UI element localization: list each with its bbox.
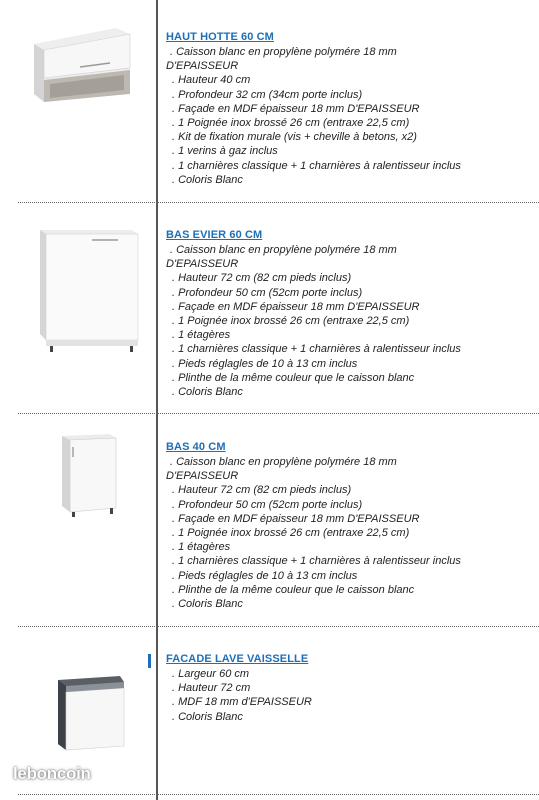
spec-line: . MDF 18 mm d'EPAISSEUR bbox=[172, 696, 312, 709]
spec-line: . Largeur 60 cm bbox=[172, 668, 250, 680]
spec-line: . Coloris Blanc bbox=[172, 386, 243, 399]
row-separator bbox=[18, 794, 539, 795]
spec-line: . 1 charnières classique + 1 charnières à ralentisseur inclus bbox=[172, 343, 461, 356]
row-separator bbox=[18, 413, 539, 414]
spec-line: D'EPAISSEUR bbox=[166, 60, 239, 73]
row-separator bbox=[18, 202, 539, 203]
product-image-cell bbox=[0, 652, 156, 762]
spec-line: . 1 charnières classique + 1 charnières à ralentisseur inclus bbox=[172, 159, 461, 172]
product-title: HAUT HOTTE 60 CM bbox=[166, 31, 274, 43]
spec-line: . Kit de fixation murale (vis + cheville à betons, x2) bbox=[172, 131, 417, 144]
spec-line: . Plinthe de la même couleur que le caisson blanc bbox=[172, 371, 415, 384]
column-divider bbox=[156, 0, 158, 800]
product-title: BAS EVIER 60 CM bbox=[166, 229, 263, 241]
spec-line: . Caisson blanc en propylène polymére 18 mm bbox=[170, 46, 397, 58]
spec-line: . Coloris Blanc bbox=[172, 173, 243, 186]
dishwasher-front-image bbox=[0, 652, 156, 762]
product-block bbox=[166, 440, 536, 611]
spec-line: . Caisson blanc en propylène polymére 18 mm bbox=[170, 244, 397, 256]
spec-line: . Profondeur 50 cm (52cm porte inclus) bbox=[172, 498, 363, 511]
spec-line: . 1 charnières classique + 1 charnières à ralentisseur inclus bbox=[172, 555, 461, 568]
spec-line: . Coloris Blanc bbox=[172, 710, 243, 723]
product-title: FACADE LAVE VAISSELLE bbox=[166, 653, 309, 665]
sink-base-cabinet-image bbox=[0, 222, 156, 352]
spec-line: D'EPAISSEUR bbox=[166, 470, 239, 483]
spec-line: . Coloris Blanc bbox=[172, 598, 243, 611]
product-block bbox=[166, 652, 536, 724]
wall-hood-cabinet-image bbox=[0, 24, 156, 114]
spec-line: . Profondeur 32 cm (34cm porte inclus) bbox=[172, 88, 363, 101]
spec-line: . Pieds réglagles de 10 à 13 cm inclus bbox=[172, 357, 358, 370]
spec-line: . 1 Poignée inox brossé 26 cm (entraxe 22,5 cm) bbox=[172, 117, 410, 130]
spec-line: . Caisson blanc en propylène polymére 18 mm bbox=[170, 456, 397, 468]
spec-line: . 1 Poignée inox brossé 26 cm (entraxe 22,5 cm) bbox=[172, 527, 410, 540]
spec-line: . 1 Poignée inox brossé 26 cm (entraxe 22,5 cm) bbox=[172, 315, 410, 328]
spec-line: . 1 étagères bbox=[172, 541, 231, 554]
spec-line: . Façade en MDF épaisseur 18 mm D'EPAISSEUR bbox=[172, 300, 420, 313]
spec-line: . Profondeur 50 cm (52cm porte inclus) bbox=[172, 286, 363, 299]
spec-line: . 1 verins à gaz inclus bbox=[172, 145, 278, 158]
product-block bbox=[166, 30, 536, 187]
product-image-cell bbox=[0, 222, 156, 352]
spec-line: . Plinthe de la même couleur que le caisson blanc bbox=[172, 583, 415, 596]
product-title: BAS 40 CM bbox=[166, 441, 226, 453]
spec-line: . Hauteur 72 cm bbox=[172, 682, 251, 695]
spec-line: . Hauteur 72 cm (82 cm pieds inclus) bbox=[172, 272, 352, 285]
product-block bbox=[166, 228, 536, 399]
product-image-cell bbox=[0, 430, 156, 520]
product-image-cell bbox=[0, 18, 156, 188]
row-separator bbox=[18, 626, 539, 627]
spec-line: . Façade en MDF épaisseur 18 mm D'EPAISSEUR bbox=[172, 102, 420, 115]
spec-line: . Hauteur 72 cm (82 cm pieds inclus) bbox=[172, 484, 352, 497]
leboncoin-watermark: leboncoin bbox=[13, 764, 91, 783]
spec-line: D'EPAISSEUR bbox=[166, 258, 239, 271]
spec-line: . Façade en MDF épaisseur 18 mm D'EPAISSEUR bbox=[172, 512, 420, 525]
base-40-cabinet-image bbox=[0, 430, 156, 520]
spec-line: . Pieds réglagles de 10 à 13 cm inclus bbox=[172, 569, 358, 582]
spec-line: . Hauteur 40 cm bbox=[172, 74, 251, 87]
spec-line: . 1 étagères bbox=[172, 329, 231, 342]
